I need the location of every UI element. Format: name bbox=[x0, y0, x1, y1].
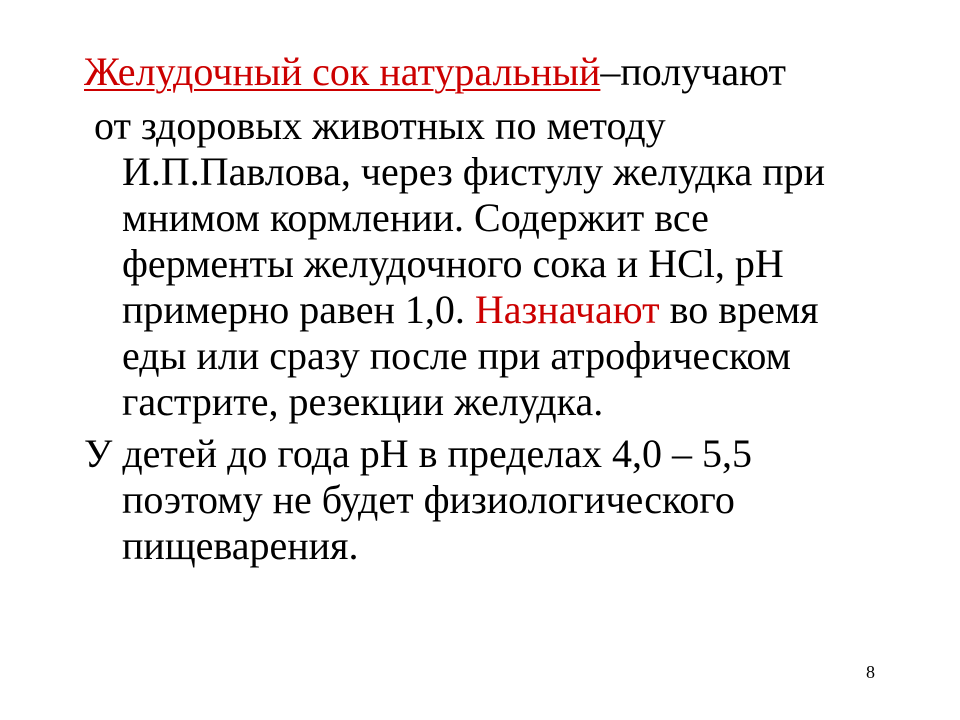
paragraph1-line3: И.П.Павлова, через фистулу желудка при bbox=[122, 149, 826, 194]
line6-text-b: во время bbox=[659, 287, 819, 332]
paragraph1-line4: мнимом кормлении. Содержит все bbox=[122, 195, 709, 240]
page-number: 8 bbox=[866, 662, 875, 682]
paragraph1-line7: еды или сразу после при атрофическом bbox=[122, 333, 791, 378]
paragraph1-line6 bbox=[122, 286, 819, 334]
line6-text-a: примерно равен 1,0. bbox=[122, 287, 475, 332]
paragraph2-line2: поэтому не будет физиологического bbox=[122, 477, 735, 522]
paragraph1-line1 bbox=[84, 48, 786, 96]
title-continuation: –получают bbox=[600, 49, 786, 94]
paragraph1-line2: от здоровых животных по методу bbox=[94, 103, 666, 148]
paragraph2-line1: У детей до года pH в пределах 4,0 – 5,5 bbox=[84, 431, 753, 476]
paragraph1-line5: ферменты желудочного сока и HCl, pH bbox=[122, 241, 784, 286]
paragraph1-line8: гастрите, резекции желудка. bbox=[122, 379, 604, 424]
title-term: Желудочный сок натуральный bbox=[84, 49, 601, 94]
paragraph2-line3: пищеварения. bbox=[122, 523, 359, 568]
prescribe-term: Назначают bbox=[474, 287, 660, 332]
